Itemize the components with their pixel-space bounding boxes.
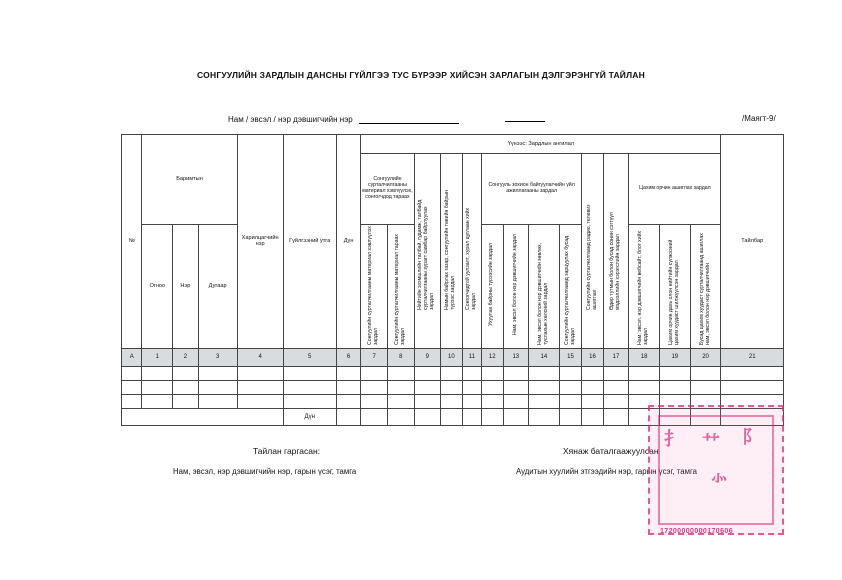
doc-number-header: Дугаар xyxy=(198,225,237,349)
category-group-header: Үүнээс: Зардлын ангилал xyxy=(361,135,721,154)
doc-name-header: Нэр xyxy=(173,225,199,349)
report-title: СОНГУУЛИЙН ЗАРДЛЫН ДАНСНЫ ГҮЙЛГЭЭ ТУС БҮРЭЭР ХИЙСЭН ЗАРЛАГЫН ДЭЛГЭРЭНГҮЙ ТАЙЛАН xyxy=(197,70,645,80)
col-20-header: Бусад цахим хуудаст сурталчилгаанд ашиглах нам, эвсэл болон нэр дэвшигчийн xyxy=(690,225,721,349)
remarks-header: Тайлбар xyxy=(721,135,784,349)
party-name-label: Нам / эвсэл / нэр дэвшигчийн нэр xyxy=(228,115,353,124)
col-11-header: Сонгогчидтой уулзалт, хурал цуглаан хийх зардал xyxy=(462,154,481,349)
col-number: 4 xyxy=(237,348,283,366)
col-15-header: Сонгуулийн сурталчилгаанд зарцуулах бусад зардал xyxy=(559,225,582,349)
col-number: 18 xyxy=(629,348,660,366)
col-number: 14 xyxy=(529,348,560,366)
stamp-mark: ⻖ xyxy=(742,427,760,447)
col-number: 8 xyxy=(387,348,414,366)
group-a-header: Сонгуулийн сурталчилгааны материал хэвлүүлэх, сонгогчдод тараах xyxy=(361,154,414,225)
col-9-header: Нийтийн эзэмшлийн талбай, гудамж, талбайд сурталчилгааны зурагт самбар байрлуулах зардал xyxy=(414,154,441,349)
col-number: 21 xyxy=(721,348,784,366)
col-number: 1 xyxy=(142,348,173,366)
amount-header: Дүн xyxy=(336,135,361,349)
col-19-header: Цахим орчин дахь олон нийтийн сүлжээний цахим хуудаст шилжүүлсэн зардал xyxy=(659,225,690,349)
col-10-header: Намын байрлах газар, сонгуулийн төвийн байрын түрээс зардал xyxy=(441,154,462,349)
party-name-blank[interactable] xyxy=(359,114,459,124)
col-no-header: № xyxy=(122,135,142,349)
col-number: 12 xyxy=(482,348,503,366)
sum-label: Дүн xyxy=(283,408,336,425)
col-number: 3 xyxy=(198,348,237,366)
stamp-mark: ⺘ xyxy=(664,429,682,449)
table-row xyxy=(122,366,784,380)
col-number: 10 xyxy=(441,348,462,366)
col-7-header: Сонгуулийн сурталчилгааны материал хэвлүүлэх зардал xyxy=(361,225,388,349)
verified-by-label: Хянаж баталгаажуулсан xyxy=(563,446,659,456)
col-number: 16 xyxy=(582,348,603,366)
party-name-line xyxy=(228,114,459,124)
form-code: /Маягт-9/ xyxy=(742,114,776,123)
col-number: 7 xyxy=(361,348,388,366)
doc-date-header: Огноо xyxy=(142,225,173,349)
stamp-mark: ⺗ xyxy=(710,465,728,485)
group-b-header: Сонгууль зохион байгуулагчийн үйл ажиллагааны зардал xyxy=(482,154,582,225)
transaction-header: Гүйлгээний утга xyxy=(283,135,336,349)
group-c-header: Цахим орчин ашиглах зардал xyxy=(629,154,721,225)
col-number: 6 xyxy=(336,348,361,366)
col-16-header: Сонгуулийн сурталчилгаанд радио, телевиз ашиглах xyxy=(582,154,603,349)
counterparty-header: Харилцагчийн нэр xyxy=(237,135,283,349)
stamp-code: 17200000000170606 xyxy=(660,528,733,535)
col-number: 9 xyxy=(414,348,441,366)
col-number: А xyxy=(122,348,142,366)
col-12-header: Ухуулах байрны түрээсийн зардал xyxy=(482,225,503,349)
table-row xyxy=(122,380,784,394)
verified-signature-caption: Аудитын хуулийн этгээдийн нэр, гарын үсэг, тамга xyxy=(516,467,697,476)
col-number: 19 xyxy=(659,348,690,366)
col-number: 17 xyxy=(603,348,629,366)
col-number: 5 xyxy=(283,348,336,366)
submitted-by-label: Тайлан гаргасан: xyxy=(253,446,321,456)
col-number: 2 xyxy=(173,348,199,366)
auditor-stamp xyxy=(648,405,784,535)
col-number: 15 xyxy=(559,348,582,366)
column-number-row xyxy=(122,348,784,366)
col-13-header: Нам, эвсэл болон нэр дэвшигчийн зардал xyxy=(503,225,529,349)
stamp-mark: ⺿ xyxy=(702,433,720,453)
col-number: 20 xyxy=(690,348,721,366)
document-group-header: Баримтын xyxy=(142,135,237,225)
col-18-header: Нам, эвсэл, нэр дэвшигчийн вебсайт, блог хийх зардал xyxy=(629,225,660,349)
col-14-header: Нам, эвсэл болон нэр дэвшигчийн зөвлөх, туслахын хөлсний зардал xyxy=(529,225,560,349)
report-table xyxy=(121,134,784,426)
col-17-header: Өдөр тутмын болон бусад сонин сэтгүүл мэдээллийн хэрэгслийн зардал xyxy=(603,154,629,349)
col-number: 11 xyxy=(462,348,481,366)
submitted-signature-caption: Нам, эвсэл, нэр дэвшигчийн нэр, гарын үсэг, тамга xyxy=(173,467,357,476)
col-8-header: Сонгуулийн сурталчилгааны материал тараах зардал xyxy=(387,225,414,349)
short-blank-line[interactable] xyxy=(505,121,545,122)
col-number: 13 xyxy=(503,348,529,366)
